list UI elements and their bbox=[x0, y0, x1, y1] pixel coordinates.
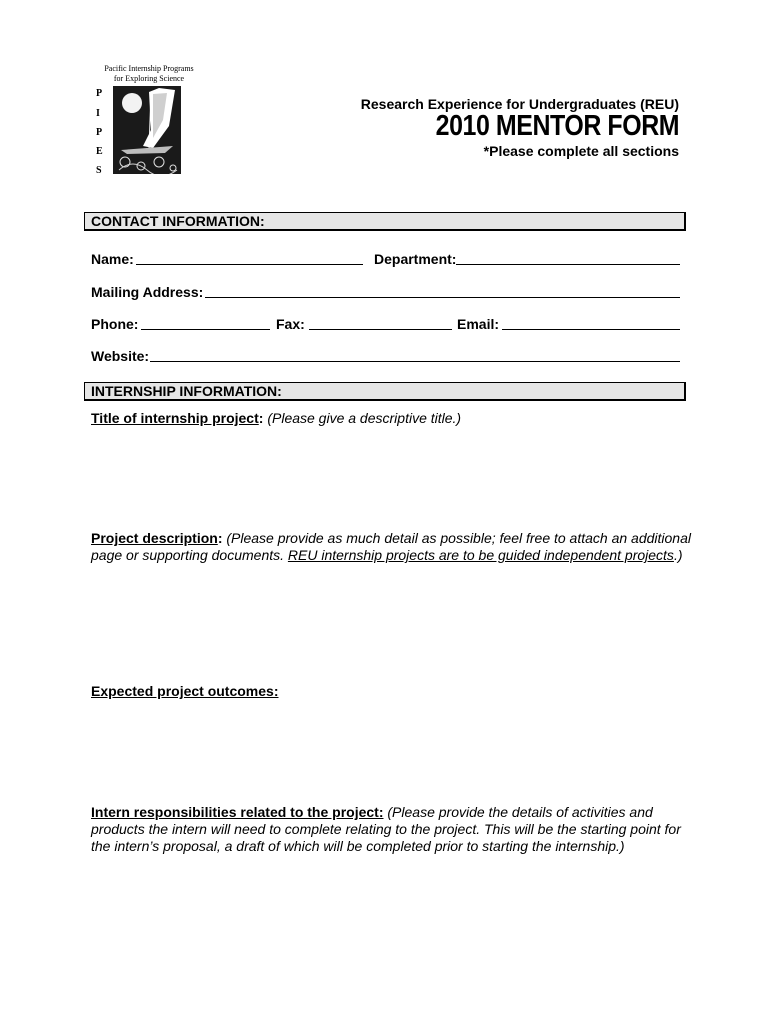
internship-section-header: INTERNSHIP INFORMATION: bbox=[84, 382, 686, 401]
name-field-line[interactable] bbox=[136, 264, 363, 265]
project-title-answer-area[interactable] bbox=[91, 430, 681, 526]
logo-org-line2: for Exploring Science bbox=[113, 74, 185, 83]
project-description-answer-area[interactable] bbox=[91, 585, 681, 680]
logo-letter-p1: P bbox=[96, 88, 104, 99]
form-note: *Please complete all sections bbox=[483, 143, 679, 159]
project-title-hint: (Please give a descriptive title.) bbox=[267, 410, 462, 426]
project-description-question bbox=[91, 530, 691, 564]
email-field-line[interactable] bbox=[502, 329, 680, 330]
project-description-hint-end: .) bbox=[673, 547, 683, 563]
fax-field-line[interactable] bbox=[309, 329, 452, 330]
project-description-colon: : bbox=[217, 530, 223, 546]
project-description-hint: (Please provide as much detail as possible; feel free to attach an additional page or supporting documents. bbox=[91, 530, 691, 563]
intern-responsibilities-hint: (Please provide the details of activities and products the intern will need to complete relating to the project. This will be the starting point for the intern’s proposal, a draft of which will be completed prior to starting the internship.) bbox=[91, 804, 681, 854]
name-label: Name: bbox=[91, 251, 134, 267]
project-title-question bbox=[91, 410, 691, 427]
project-description-hint-underlined: REU internship projects are to be guided independent projects bbox=[287, 547, 674, 563]
expected-outcomes-answer-area[interactable] bbox=[91, 703, 681, 799]
intern-responsibilities-question bbox=[91, 804, 691, 855]
phone-label: Phone: bbox=[91, 316, 139, 332]
logo-org-name bbox=[104, 64, 194, 84]
mailing-address-field-line[interactable] bbox=[205, 297, 680, 298]
contact-section-header: CONTACT INFORMATION: bbox=[84, 212, 686, 231]
expected-outcomes-question bbox=[91, 683, 691, 700]
project-title-label: Title of internship project bbox=[91, 410, 259, 426]
project-title-colon: : bbox=[258, 410, 264, 426]
phone-field-line[interactable] bbox=[141, 329, 270, 330]
department-field-line[interactable] bbox=[456, 264, 680, 265]
fax-label: Fax: bbox=[276, 316, 305, 332]
logo-org-line1: Pacific Internship Programs bbox=[104, 64, 194, 73]
form-subtitle: Research Experience for Undergraduates (REU) bbox=[360, 96, 679, 112]
project-description-label: Project description bbox=[91, 530, 218, 546]
form-title: 2010 MENTOR FORM bbox=[435, 110, 679, 142]
intern-responsibilities-label: Intern responsibilities related to the project: bbox=[91, 804, 384, 820]
logo-letter-e: E bbox=[96, 146, 104, 157]
mailing-address-label: Mailing Address: bbox=[91, 284, 204, 300]
logo-letter-i: I bbox=[96, 108, 101, 119]
logo-sailboat-image bbox=[113, 86, 181, 174]
intern-responsibilities-answer-area[interactable] bbox=[91, 860, 681, 1000]
website-field-line[interactable] bbox=[150, 361, 680, 362]
logo-letter-s: S bbox=[96, 165, 103, 176]
email-label: Email: bbox=[457, 316, 500, 332]
website-label: Website: bbox=[91, 348, 150, 364]
logo-letter-p2: P bbox=[96, 127, 104, 138]
expected-outcomes-label: Expected project outcomes: bbox=[91, 683, 279, 699]
department-label: Department: bbox=[374, 251, 457, 267]
